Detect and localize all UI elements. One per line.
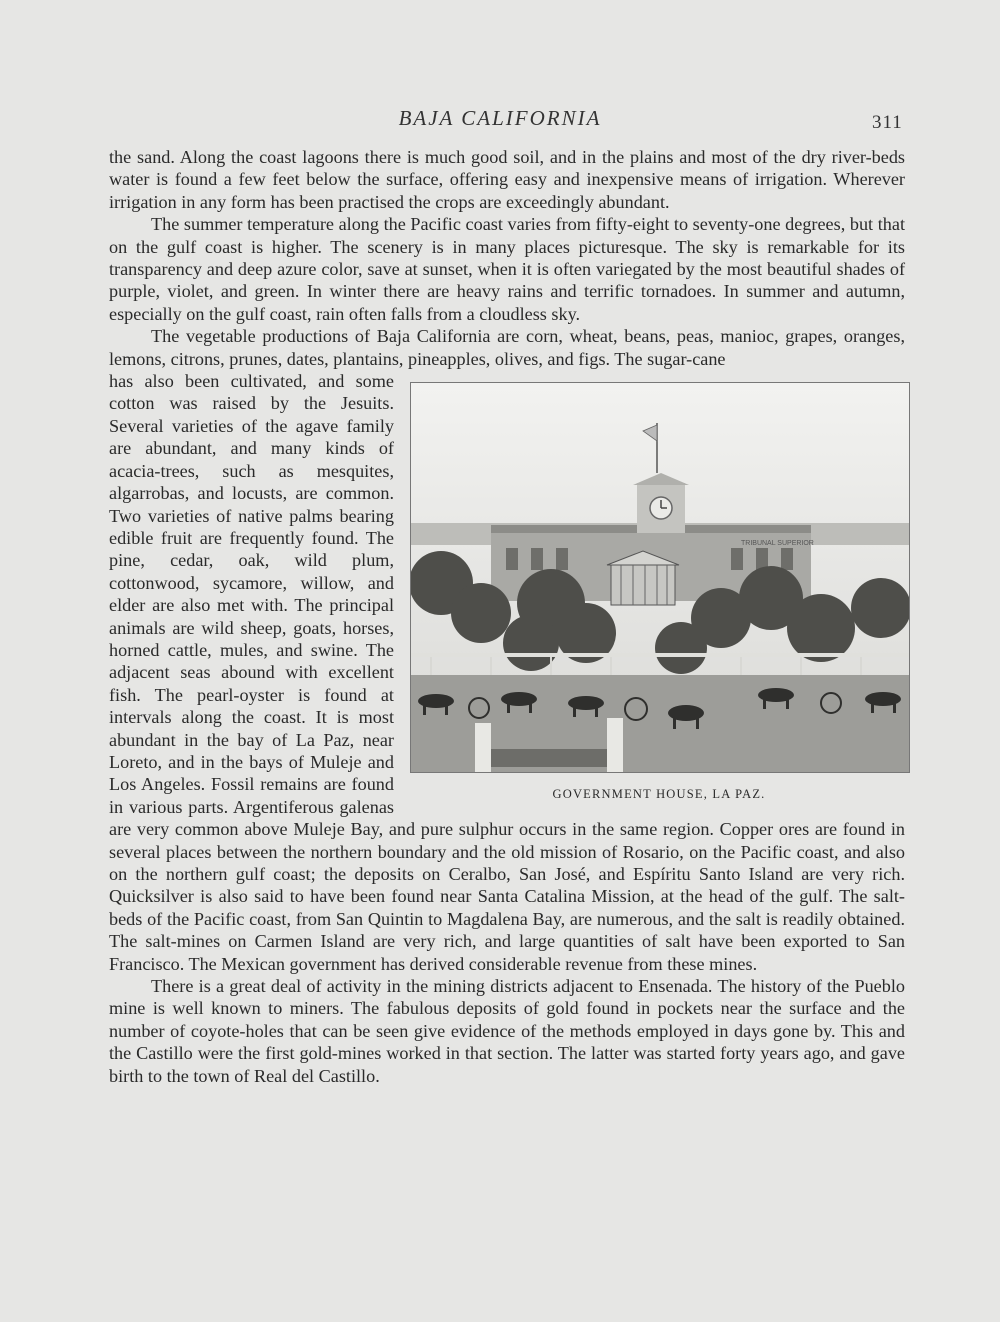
- paragraph-5: There is a great deal of activity in the mining districts adjacent to Ensenada. The history of the Pueblo mine is well known to miners. The fabulous deposits of gold found in pockets near the surface and the number of coyote-holes that can be seen give evidence of the methods employed in days gone by. This and the Castillo were the first gold-mines worked in that section. The latter was started forty years ago, and gave birth to the town of Real del Castillo.: [109, 976, 905, 1086]
- page-number: 311: [872, 112, 903, 133]
- photo-illustration: [411, 383, 909, 772]
- running-header-title: BAJA CALIFORNIA: [398, 106, 602, 130]
- paragraph-3: The vegetable productions of Baja California are corn, wheat, beans, peas, manioc, grapes, oranges, lemons, citrons, prunes, dates, plantains, pineapples, olives, and figs. The sugar-cane: [109, 326, 905, 369]
- photo-government-house: [410, 382, 910, 773]
- paragraph-2: The summer temperature along the Pacific coast varies from fifty-eight to seventy-one degrees, but that on the gulf coast is higher. The scenery is in many places picturesque. The sky is remarkable for its transparency and deep azure color, save at sunset, when it is often variegated by the most beautiful shades of purple, violet, and green. In winter there are heavy rains and terrific tornadoes. In summer and autumn, especially on the gulf coast, rain often falls from a cloudless sky.: [109, 214, 905, 324]
- paragraph-4: has also been cultivated, and some cotton was raised by the Jesuits. Several varieties of the agave family are abundant, and many kinds of acacia-trees, such as mesquites, algarrobas, and locusts, are common. Two varieties of native palms bearing edible fruit are frequently found. The pine, cedar, oak, wild plum, cottonwood, sycamore, willow, and elder are also met with. The principal animals are wild sheep, goats, horses, horned cattle, mules, and swine. The adjacent seas abound with excellent fish. The pearl-oyster is found at intervals along the coast. It is most abundant in the bay of La Paz, near Loreto, and in the bays of Muleje and Los Angeles. Fossil remains are found in various parts. Argentiferous galenas are very common above Muleje Bay, and pure sulphur occurs in the same region. Copper ores are found in several places between the northern boundary and the old mission of Rosario, on the Pacific coast, and also on the northern gulf coast; the deposits on Ceralbo, San José, and Espíritu Santo Island are very rich. Quicksilver is also said to have been found near Santa Catalina Mission, at the head of the gulf. The salt-beds of the Pacific coast, from San Quintin to Magdalena Bay, are numerous, and the salt is readily obtained. The salt-mines on Carmen Island are very rich, and large quantities of salt have been exported to San Francisco. The Mexican government has derived considerable revenue from these mines.: [109, 371, 905, 974]
- figure-government-house: [410, 382, 908, 802]
- building-sign: TRIBUNAL SUPERIOR: [741, 540, 814, 548]
- figure-caption: GOVERNMENT HOUSE, LA PAZ.: [552, 787, 766, 802]
- article-body: [109, 146, 905, 1087]
- paragraph-1: the sand. Along the coast lagoons there is much good soil, and in the plains and most of the dry river-beds water is found a few feet below the surface, offering easy and inexpensive means of irrigation. Wherever irrigation in any form has been practised the crops are exceedingly abundant.: [109, 147, 905, 212]
